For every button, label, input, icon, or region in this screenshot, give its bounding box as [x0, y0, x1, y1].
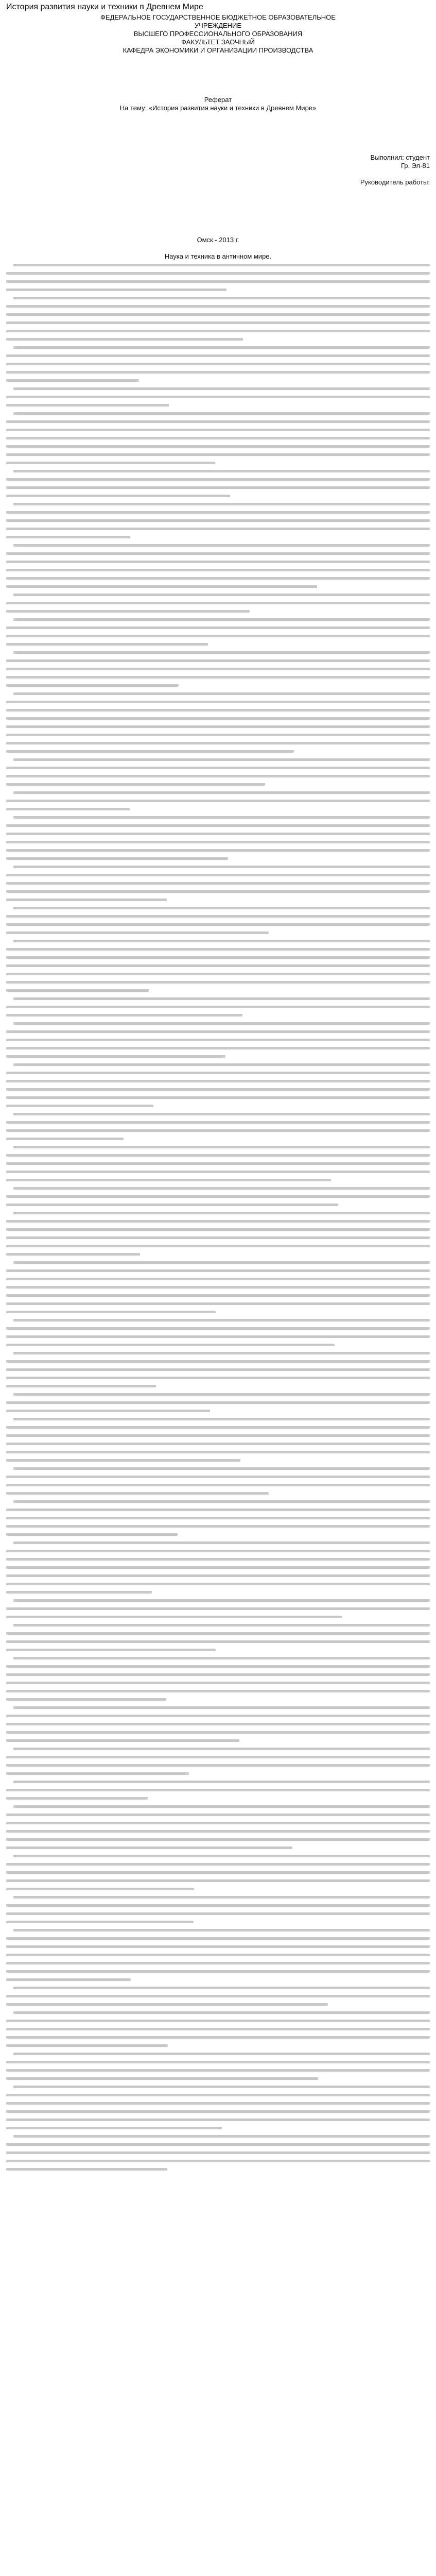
paragraph-line [6, 566, 430, 574]
paragraph-line [6, 1637, 430, 1646]
essay-paragraph [6, 2132, 430, 2173]
paragraph-line [6, 1085, 430, 1093]
essay-paragraph [6, 294, 430, 343]
paragraph-line [6, 1464, 430, 1472]
paragraph-line [6, 1868, 430, 1876]
essay-paragraph [6, 384, 430, 409]
paragraph-line [6, 912, 430, 920]
paragraph-line [6, 1596, 430, 1604]
paragraph-line [6, 1349, 430, 1357]
essay-paragraph [6, 1703, 430, 1744]
paragraph-line [6, 648, 430, 656]
paragraph-line [6, 1893, 430, 1901]
paragraph-line [6, 1852, 430, 1860]
paragraph-line [6, 335, 430, 343]
paragraph-line [6, 813, 430, 821]
paragraph-line [6, 1275, 430, 1283]
essay-paragraph [6, 467, 430, 500]
essay-paragraph [6, 1984, 430, 2008]
header-line-education: ВЫСШЕГО ПРОФЕССИОНАЛЬНОГО ОБРАЗОВАНИЯ [133, 30, 303, 38]
paragraph-line [6, 673, 430, 681]
document-title: История развития науки и техники в Древнем Мире [6, 3, 203, 11]
paragraph-line [6, 1398, 430, 1406]
paragraph-line [6, 261, 430, 269]
paragraph-line [6, 1810, 430, 1819]
paragraph-line [6, 945, 430, 953]
paragraph-line [6, 846, 430, 854]
paragraph-line [6, 1514, 430, 1522]
paragraph-line [6, 2074, 430, 2082]
paragraph-line [6, 1250, 430, 1258]
paragraph-line [6, 1926, 430, 1934]
paragraph-line [6, 879, 430, 887]
work-type-label: Реферат [204, 96, 232, 104]
paragraph-line [6, 788, 430, 796]
paragraph-line [6, 1794, 430, 1802]
paragraph-line [6, 2165, 430, 2173]
essay-paragraph [6, 1019, 430, 1060]
paragraph-line [6, 1654, 430, 1662]
paragraph-line [6, 1406, 430, 1415]
essay-paragraph [6, 648, 430, 689]
paragraph-line [6, 384, 430, 393]
paragraph-line [6, 302, 430, 310]
essay-paragraph [6, 1464, 430, 1497]
paragraph-line [6, 1497, 430, 1505]
paragraph-line [6, 747, 430, 755]
paragraph-line [6, 343, 430, 351]
paragraph-line [6, 953, 430, 961]
signature-performed-by: Выполнил: студент [370, 154, 430, 161]
paragraph-line [6, 1126, 430, 1134]
essay-body [6, 261, 430, 2173]
paragraph-line [6, 838, 430, 846]
paragraph-line [6, 1769, 430, 1777]
paragraph-line [6, 2091, 430, 2099]
paragraph-line [6, 1679, 430, 1687]
paragraph-line [6, 1143, 430, 1151]
paragraph-line [6, 1069, 430, 1077]
paragraph-line [6, 1975, 430, 1984]
paragraph-line [6, 310, 430, 318]
paragraph-line [6, 937, 430, 945]
essay-paragraph [6, 1596, 430, 1621]
paragraph-line [6, 1118, 430, 1126]
paragraph-line [6, 1555, 430, 1563]
paragraph-line [6, 1258, 430, 1266]
paragraph-line [6, 590, 430, 599]
header-line-ministry: ФЕДЕРАЛЬНОЕ ГОСУДАРСТВЕННОЕ БЮДЖЕТНОЕ ОБРАЗОВАТЕЛЬНОЕ [100, 13, 336, 21]
essay-paragraph [6, 1258, 430, 1316]
paragraph-line [6, 1134, 430, 1143]
paragraph-line [6, 1316, 430, 1324]
paragraph-line [6, 2000, 430, 2008]
essay-paragraph [6, 615, 430, 648]
paragraph-line [6, 1720, 430, 1728]
paragraph-line [6, 1481, 430, 1489]
paragraph-line [6, 1077, 430, 1085]
paragraph-line [6, 1456, 430, 1464]
paragraph-line [6, 1942, 430, 1951]
paragraph-line [6, 1299, 430, 1308]
paragraph-line [6, 1283, 430, 1291]
paragraph-line [6, 764, 430, 772]
paragraph-line [6, 2058, 430, 2066]
paragraph-line [6, 615, 430, 623]
paragraph-line [6, 483, 430, 492]
paragraph-line [6, 1563, 430, 1571]
paragraph-line [6, 1505, 430, 1514]
paragraph-line [6, 1110, 430, 1118]
paragraph-line [6, 1670, 430, 1679]
paragraph-line [6, 796, 430, 805]
paragraph-line [6, 1242, 430, 1250]
paragraph-line [6, 1357, 430, 1365]
paragraph-line [6, 475, 430, 483]
paragraph-line [6, 1225, 430, 1233]
paragraph-line [6, 1711, 430, 1720]
paragraph-line [6, 1431, 430, 1439]
paragraph-line [6, 1382, 430, 1390]
paragraph-line [6, 2025, 430, 2033]
paragraph-line [6, 442, 430, 450]
essay-paragraph [6, 994, 430, 1019]
paragraph-line [6, 492, 430, 500]
paragraph-line [6, 360, 430, 368]
paragraph-line [6, 1860, 430, 1868]
paragraph-line [6, 1415, 430, 1423]
essay-paragraph [6, 862, 430, 904]
paragraph-line [6, 1646, 430, 1654]
paragraph-line [6, 1439, 430, 1448]
paragraph-line [6, 1151, 430, 1159]
paragraph-line [6, 1909, 430, 1918]
paragraph-line [6, 1332, 430, 1341]
essay-paragraph [6, 409, 430, 467]
paragraph-line [6, 1662, 430, 1670]
paragraph-line [6, 1423, 430, 1431]
paragraph-line [6, 269, 430, 277]
essay-paragraph [6, 1184, 430, 1209]
paragraph-line [6, 1571, 430, 1580]
work-topic: На тему: «История развития науки и техники в Древнем Мире» [119, 104, 317, 112]
paragraph-line [6, 978, 430, 986]
paragraph-line [6, 2033, 430, 2041]
essay-paragraph [6, 1497, 430, 1538]
paragraph-line [6, 393, 430, 401]
paragraph-line [6, 1621, 430, 1629]
paragraph-line [6, 1060, 430, 1069]
paragraph-line [6, 2140, 430, 2148]
paragraph-line [6, 1736, 430, 1744]
paragraph-line [6, 1629, 430, 1637]
paragraph-line [6, 508, 430, 516]
paragraph-line [6, 607, 430, 615]
paragraph-line [6, 689, 430, 698]
paragraph-line [6, 1365, 430, 1374]
paragraph-line [6, 1547, 430, 1555]
paragraph-line [6, 1027, 430, 1036]
paragraph-line [6, 1003, 430, 1011]
paragraph-line [6, 772, 430, 780]
paragraph-line [6, 1374, 430, 1382]
paragraph-line [6, 640, 430, 648]
essay-paragraph [6, 541, 430, 590]
paragraph-line [6, 1777, 430, 1786]
paragraph-line [6, 2115, 430, 2124]
paragraph-line [6, 739, 430, 747]
paragraph-line [6, 1266, 430, 1275]
paragraph-line [6, 351, 430, 360]
essay-paragraph [6, 2008, 430, 2049]
paragraph-line [6, 1209, 430, 1217]
paragraph-line [6, 1489, 430, 1497]
paragraph-line [6, 904, 430, 912]
paragraph-line [6, 1835, 430, 1843]
essay-paragraph [6, 1060, 430, 1110]
paragraph-line [6, 1761, 430, 1769]
essay-paragraph [6, 689, 430, 755]
paragraph-line [6, 1192, 430, 1200]
paragraph-line [6, 1052, 430, 1060]
paragraph-line [6, 368, 430, 376]
essay-paragraph [6, 1538, 430, 1596]
paragraph-line [6, 970, 430, 978]
paragraph-line [6, 731, 430, 739]
essay-paragraph [6, 813, 430, 862]
paragraph-line [6, 895, 430, 904]
header-line-institution: УЧРЕЖДЕНИЕ [194, 22, 242, 29]
paragraph-line [6, 1819, 430, 1827]
paragraph-line [6, 557, 430, 566]
essay-paragraph [6, 1893, 430, 1926]
paragraph-line [6, 829, 430, 838]
paragraph-line [6, 714, 430, 722]
paragraph-line [6, 1901, 430, 1909]
essay-paragraph [6, 1926, 430, 1984]
paragraph-line [6, 1044, 430, 1052]
paragraph-line [6, 986, 430, 994]
paragraph-line [6, 1200, 430, 1209]
paragraph-line [6, 533, 430, 541]
paragraph-line [6, 574, 430, 582]
paragraph-line [6, 277, 430, 285]
paragraph-line [6, 871, 430, 879]
paragraph-line [6, 1233, 430, 1242]
paragraph-line [6, 623, 430, 632]
paragraph-line [6, 417, 430, 426]
paragraph-line [6, 516, 430, 524]
paragraph-line [6, 1918, 430, 1926]
essay-paragraph [6, 755, 430, 788]
paragraph-line [6, 780, 430, 788]
paragraph-line [6, 805, 430, 813]
essay-paragraph [6, 1777, 430, 1802]
paragraph-line [6, 755, 430, 764]
paragraph-line [6, 434, 430, 442]
paragraph-line [6, 1959, 430, 1967]
essay-paragraph [6, 1209, 430, 1258]
essay-paragraph [6, 1744, 430, 1777]
paragraph-line [6, 1843, 430, 1852]
paragraph-line [6, 1802, 430, 1810]
paragraph-line [6, 549, 430, 557]
paragraph-line [6, 2148, 430, 2157]
paragraph-line [6, 656, 430, 665]
paragraph-line [6, 1827, 430, 1835]
paragraph-line [6, 409, 430, 417]
paragraph-line [6, 2082, 430, 2091]
essay-paragraph [6, 2049, 430, 2082]
paragraph-line [6, 1876, 430, 1885]
essay-paragraph [6, 937, 430, 994]
paragraph-line [6, 862, 430, 871]
paragraph-line [6, 2041, 430, 2049]
essay-paragraph [6, 1654, 430, 1703]
paragraph-line [6, 2157, 430, 2165]
essay-paragraph [6, 904, 430, 937]
essay-paragraph [6, 343, 430, 384]
paragraph-line [6, 500, 430, 508]
paragraph-line [6, 1159, 430, 1167]
header-line-faculty: ФАКУЛЬТЕТ ЗАОЧНЫЙ [181, 38, 255, 46]
essay-paragraph [6, 1415, 430, 1464]
paragraph-line [6, 294, 430, 302]
essay-paragraph [6, 1802, 430, 1852]
paragraph-line [6, 1036, 430, 1044]
paragraph-line [6, 1753, 430, 1761]
paragraph-line [6, 1538, 430, 1547]
essay-paragraph [6, 2082, 430, 2132]
paragraph-line [6, 524, 430, 533]
paragraph-line [6, 681, 430, 689]
city-year: Омск - 2013 г. [197, 236, 239, 244]
paragraph-line [6, 1472, 430, 1481]
paragraph-line [6, 1613, 430, 1621]
paragraph-line [6, 821, 430, 829]
essay-paragraph [6, 1316, 430, 1349]
paragraph-line [6, 2107, 430, 2115]
essay-paragraph [6, 1110, 430, 1143]
paragraph-line [6, 1522, 430, 1530]
essay-paragraph [6, 261, 430, 294]
signature-supervisor: Руководитель работы: [360, 178, 430, 186]
paragraph-line [6, 1703, 430, 1711]
paragraph-line [6, 599, 430, 607]
paragraph-line [6, 450, 430, 459]
paragraph-line [6, 327, 430, 335]
essay-paragraph [6, 788, 430, 813]
paragraph-line [6, 632, 430, 640]
paragraph-line [6, 401, 430, 409]
paragraph-line [6, 706, 430, 714]
paragraph-line [6, 1217, 430, 1225]
paragraph-line [6, 2132, 430, 2140]
paragraph-line [6, 1786, 430, 1794]
paragraph-line [6, 1934, 430, 1942]
paragraph-line [6, 2124, 430, 2132]
paragraph-line [6, 318, 430, 327]
paragraph-line [6, 467, 430, 475]
paragraph-line [6, 928, 430, 937]
paragraph-line [6, 1390, 430, 1398]
paragraph-line [6, 1324, 430, 1332]
paragraph-line [6, 1604, 430, 1613]
paragraph-line [6, 994, 430, 1003]
essay-paragraph [6, 500, 430, 541]
paragraph-line [6, 285, 430, 294]
paragraph-line [6, 1588, 430, 1596]
essay-paragraph [6, 1852, 430, 1893]
paragraph-line [6, 1101, 430, 1110]
header-line-department: КАФЕДРА ЭКОНОМИКИ И ОРГАНИЗАЦИИ ПРОИЗВОДСТВА [123, 46, 313, 54]
paragraph-line [6, 1176, 430, 1184]
paragraph-line [6, 854, 430, 862]
signature-group: Гр. Эл-81 [400, 162, 430, 170]
paragraph-line [6, 426, 430, 434]
paragraph-line [6, 1019, 430, 1027]
paragraph-line [6, 2016, 430, 2025]
paragraph-line [6, 1580, 430, 1588]
paragraph-line [6, 920, 430, 928]
essay-paragraph [6, 1390, 430, 1415]
paragraph-line [6, 2066, 430, 2074]
paragraph-line [6, 698, 430, 706]
essay-paragraph [6, 590, 430, 615]
paragraph-line [6, 459, 430, 467]
paragraph-line [6, 722, 430, 731]
paragraph-line [6, 1967, 430, 1975]
paragraph-line [6, 1184, 430, 1192]
paragraph-line [6, 1695, 430, 1703]
paragraph-line [6, 582, 430, 590]
paragraph-line [6, 2049, 430, 2058]
paragraph-line [6, 1885, 430, 1893]
paragraph-line [6, 1687, 430, 1695]
paragraph-line [6, 1167, 430, 1176]
paragraph-line [6, 1984, 430, 1992]
paragraph-line [6, 1744, 430, 1753]
paragraph-line [6, 376, 430, 384]
paragraph-line [6, 1093, 430, 1101]
paragraph-line [6, 2008, 430, 2016]
paragraph-line [6, 1448, 430, 1456]
paragraph-line [6, 1308, 430, 1316]
section-heading: Наука и техника в античном мире. [164, 252, 272, 260]
paragraph-line [6, 887, 430, 895]
paragraph-line [6, 2099, 430, 2107]
paragraph-line [6, 961, 430, 970]
essay-paragraph [6, 1349, 430, 1390]
paragraph-line [6, 665, 430, 673]
paragraph-line [6, 1992, 430, 2000]
paragraph-line [6, 1530, 430, 1538]
paragraph-line [6, 1951, 430, 1959]
essay-paragraph [6, 1621, 430, 1654]
essay-paragraph [6, 1143, 430, 1184]
paragraph-line [6, 1291, 430, 1299]
paragraph-line [6, 1728, 430, 1736]
paragraph-line [6, 1011, 430, 1019]
paragraph-line [6, 541, 430, 549]
paragraph-line [6, 1341, 430, 1349]
